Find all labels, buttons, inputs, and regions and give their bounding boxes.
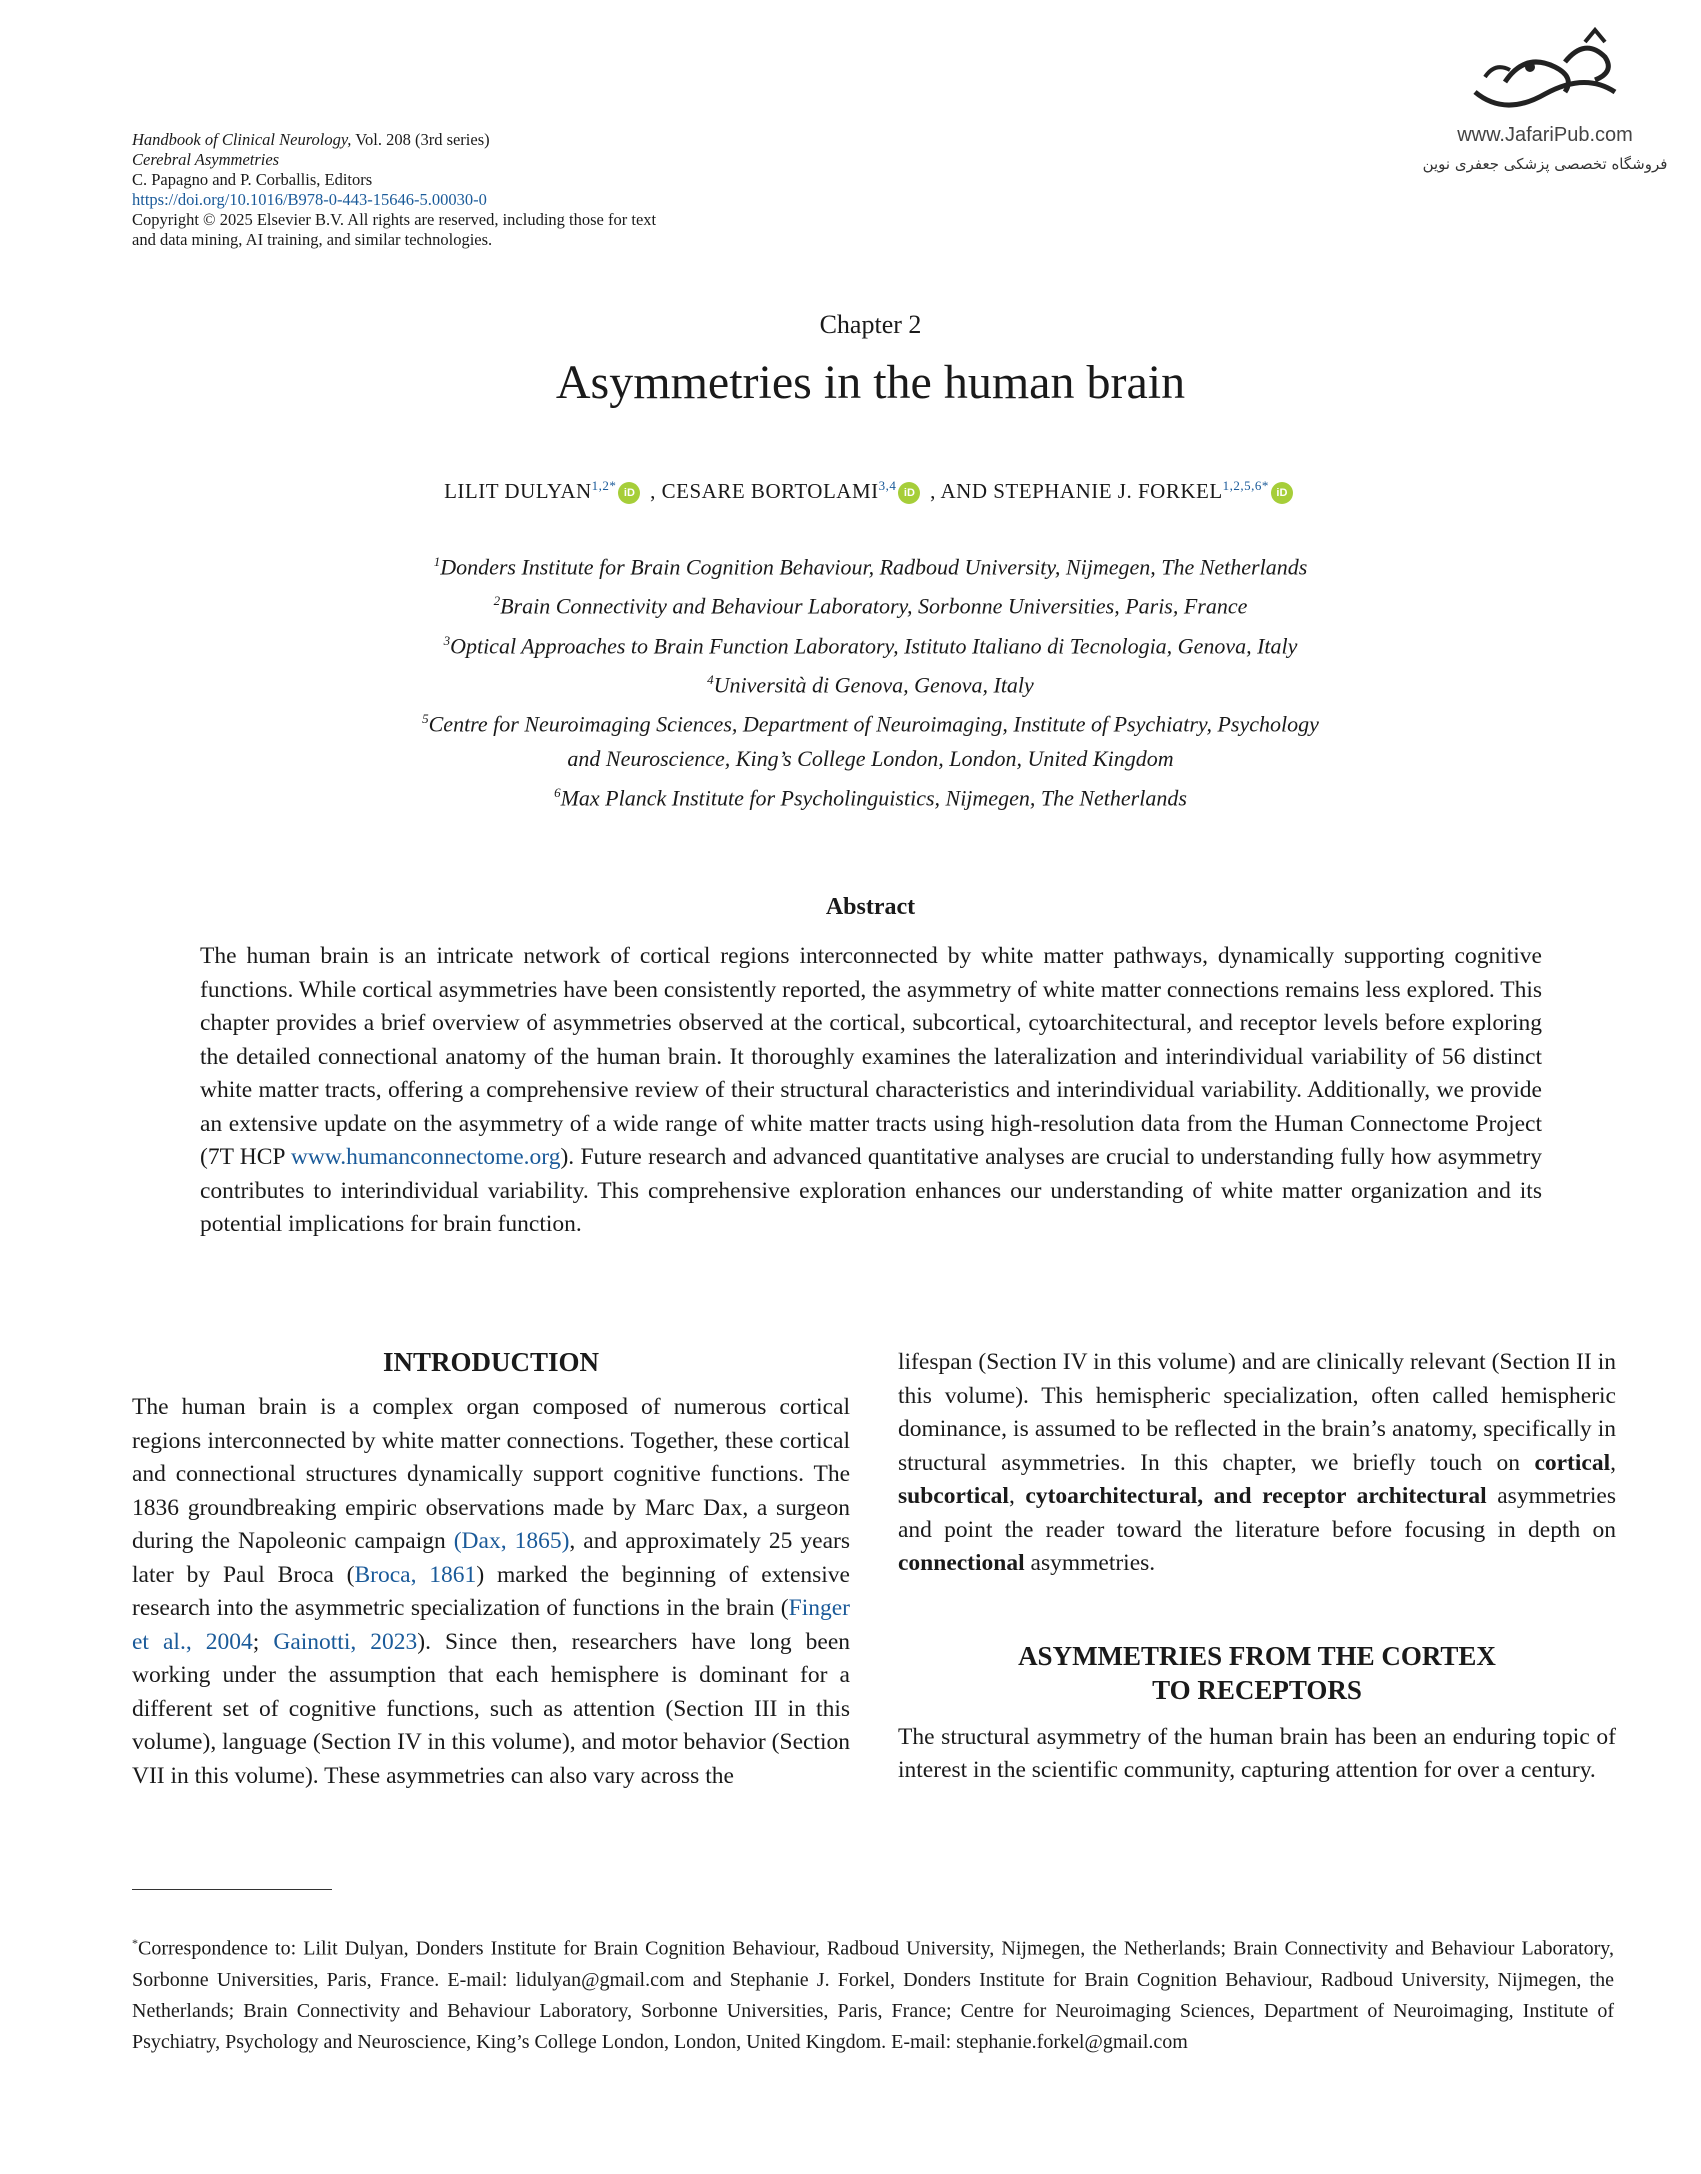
affiliation-item xyxy=(0,584,1701,623)
affiliation-item xyxy=(0,624,1701,663)
citation-link[interactable]: Broca, 1861 xyxy=(354,1561,477,1588)
affiliation-text: Università di Genova, Genova, Italy xyxy=(713,672,1034,698)
cortex-section-heading xyxy=(898,1639,1616,1707)
citation-link[interactable]: Finger et al., 2004 xyxy=(132,1595,850,1655)
body-text: , and approximately 25 years later by Paul Broca ( xyxy=(132,1528,851,1588)
doi-link[interactable]: https://doi.org/10.1016/B978-0-443-15646-5.00030-0 xyxy=(132,190,487,209)
chapter-title: Asymmetries in the human brain xyxy=(555,356,1186,409)
abstract-text: The human brain is an intricate network of cortical regions interconnected by white matter pathways, dynamically supporting cognitive functions. While cortical asymmetries have been consistently reported, the asymmetry of white matter connections remains less explored. This chapter provides a brief overview of asymmetries observed at the cortical, subcortical, cytoarchitectural, and receptor levels before exploring the detailed connectional anatomy of the human brain. It thoroughly examines the lateralization and interindividual variability of 56 distinct white matter tracts, offering a comprehensive review of their structural characteristics and interindividual variability. Additionally, we provide an extensive update on the asymmetry of a wide range of white matter tracts using high-resolution data from the Human Connectome Project (7T HCP xyxy=(200,943,1542,1170)
affiliation-number: 3 xyxy=(443,632,451,648)
heading-line: ASYMMETRIES FROM THE CORTEX xyxy=(1018,1640,1496,1671)
series-line xyxy=(132,130,772,150)
affiliation-text: Brain Connectivity and Behaviour Laboratory, Sorbonne Universities, Paris, France xyxy=(500,593,1248,619)
affiliation-text: Centre for Neuroimaging Sciences, Department of Neuroimaging, Institute of Psychiatry, Psychology xyxy=(428,711,1319,737)
footnote-text: Correspondence to: Lilit Dulyan, Donders Institute for Brain Cognition Behaviour, Radboud University, Nijmegen, the Netherlands; Brain Connectivity and Behaviour Laboratory, Sorbonne Universities, Paris, France. E-mail: lidulyan@gmail.com and Stephanie J. Forkel, Donders Institute for Brain Cognition Behaviour, Radboud University, Nijmegen, the Netherlands; Brain Connectivity and Behaviour Laboratory, Sorbonne Universities, Paris, France; Centre for Neuroimaging Sciences, Department of Neuroimaging, Institute of Psychiatry, Psychology and Neuroscience, King’s College London, London, United Kingdom. E-mail: stephanie.forkel@gmail.com xyxy=(132,1937,1614,2053)
affiliation-number: 4 xyxy=(707,671,714,687)
cortex-paragraph: The structural asymmetry of the human brain has been an enduring topic of interest in the scientific community, capturing attention for over a century. xyxy=(898,1723,1616,1783)
chapter-label: Chapter 2 xyxy=(819,310,922,339)
volume-info: Vol. 208 (3rd series) xyxy=(351,130,490,149)
copyright-line-2: and data mining, AI training, and similar technologies. xyxy=(132,230,493,249)
body-text: ). Since then, researchers have long been working under the assumption that each hemisphere is dominant for a different set of cognitive functions, such as attention (Section III in this volume), language (Section IV in this volume), and motor behavior (Section VII in this volume). These asymmetries can also vary across the xyxy=(132,1628,850,1789)
author-list xyxy=(0,478,1701,504)
affiliation-list xyxy=(0,545,1701,815)
right-column xyxy=(898,1346,1616,1788)
body-text: lifespan (Section IV in this volume) and are clinically relevant (Section II in this volume). This hemispheric specialization, often called hemispheric dominance, is assumed to be reflected in the brain’s anatomy, specifically in structural asymmetries. In this chapter, we briefly touch on xyxy=(898,1349,1616,1476)
affiliation-item xyxy=(0,545,1701,584)
affiliation-text: Donders Institute for Brain Cognition Behaviour, Radboud University, Nijmegen, The Netherlands xyxy=(440,554,1308,580)
footnote-mark: * xyxy=(132,1936,138,1950)
affiliation-item xyxy=(0,776,1701,815)
correspondence-footnote xyxy=(132,1928,1614,2058)
body-text: , xyxy=(1008,1483,1026,1509)
orcid-icon[interactable]: iD xyxy=(1271,482,1293,504)
publisher-logo xyxy=(1420,22,1670,192)
body-text: asymmetries. xyxy=(1024,1550,1156,1576)
bold-term: connectional xyxy=(898,1550,1025,1576)
body-text: ) marked the beginning of extensive research into the asymmetric specialization of functions in the brain ( xyxy=(132,1561,850,1621)
abstract-heading: Abstract xyxy=(825,894,916,920)
introduction-column xyxy=(132,1345,850,1793)
affiliation-number: 1 xyxy=(433,554,441,569)
series-title: Handbook of Clinical Neurology, xyxy=(132,130,352,149)
footnote-divider xyxy=(132,1889,332,1890)
publication-metadata xyxy=(132,130,772,250)
abstract-body xyxy=(200,940,1542,1242)
citation-link[interactable]: (Dax, 1865) xyxy=(453,1528,570,1554)
affiliation-number: 2 xyxy=(493,593,501,609)
jafari-logo-icon xyxy=(1445,22,1645,122)
continued-paragraph xyxy=(898,1346,1616,1581)
affiliation-number: 5 xyxy=(422,711,429,727)
abstract-text-end: ). Future research and advanced quantitative analyses are crucial to understanding fully how asymmetry contributes to interindividual variability. This comprehensive exploration enhances our understanding of white matter organization and its potential implications for brain function. xyxy=(200,1144,1542,1237)
publisher-tagline: فروشگاه تخصصی پزشکی جعفری نوین xyxy=(1422,155,1668,173)
affiliation-text-continued: and Neuroscience, King’s College London, London, United Kingdom xyxy=(567,745,1174,771)
heading-line: TO RECEPTORS xyxy=(1152,1674,1362,1705)
publisher-url[interactable]: www.JafariPub.com xyxy=(1457,124,1633,146)
introduction-heading: INTRODUCTION xyxy=(382,1347,600,1377)
hcp-link[interactable]: www.humanconnectome.org xyxy=(290,1144,561,1170)
affiliation-text: Max Planck Institute for Psycholinguistics, Nijmegen, The Netherlands xyxy=(560,784,1187,810)
copyright-line-1: Copyright © 2025 Elsevier B.V. All rights are reserved, including those for text xyxy=(132,210,657,229)
bold-term: cortical xyxy=(1534,1449,1611,1476)
body-text: , xyxy=(1610,1449,1616,1476)
orcid-icon[interactable]: iD xyxy=(618,482,640,504)
affiliation-text: Optical Approaches to Brain Function Laboratory, Istituto Italiano di Tecnologia, Genova, Italy xyxy=(450,632,1298,658)
bold-term: subcortical xyxy=(898,1483,1009,1509)
author-affiliation-mark: 3,4 xyxy=(878,478,897,493)
editors: C. Papagno and P. Corballis, Editors xyxy=(132,170,373,189)
affiliation-item xyxy=(0,663,1701,702)
body-text: ; xyxy=(252,1628,274,1655)
orcid-icon[interactable]: iD xyxy=(898,482,920,504)
author-name: , AND STEPHANIE J. FORKEL xyxy=(924,479,1223,503)
citation-link[interactable]: Gainotti, 2023 xyxy=(273,1628,418,1655)
author-affiliation-mark: 1,2* xyxy=(591,478,617,493)
author-name: LILIT DULYAN xyxy=(444,479,592,503)
body-text: asymmetries and point the reader toward the literature before focusing in depth on xyxy=(898,1483,1617,1543)
bold-term: cytoarchitectural, and receptor architectural xyxy=(1025,1483,1487,1509)
author-name: , CESARE BORTOLAMI xyxy=(644,479,879,503)
affiliation-number: 6 xyxy=(554,784,561,800)
affiliation-item xyxy=(0,702,1701,775)
introduction-paragraph xyxy=(132,1391,850,1793)
book-title: Cerebral Asymmetries xyxy=(132,150,280,169)
body-text: The human brain is a complex organ composed of numerous cortical regions interconnected by white matter connections. Together, these cortical and connectional structures dynamically support cognitive functions. The 1836 groundbreaking empiric observations made by Marc Dax, a surgeon during the Napoleonic campaign xyxy=(132,1394,850,1554)
author-affiliation-mark: 1,2,5,6* xyxy=(1222,478,1269,493)
